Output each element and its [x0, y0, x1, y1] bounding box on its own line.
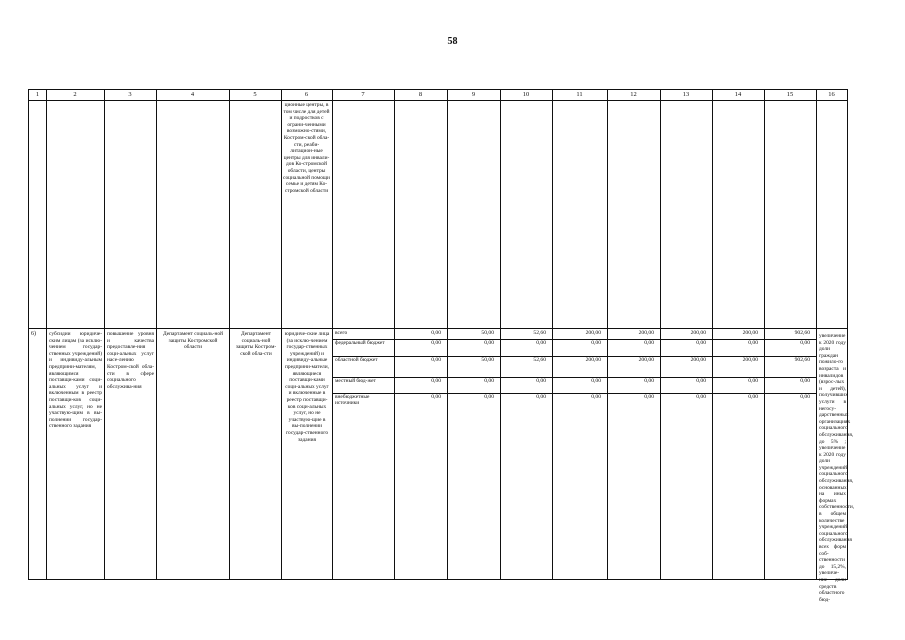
col-border: [229, 90, 230, 579]
col16-indicators: увеличение к 2020 году доли граждан пожило-го возраста и инвалидов (взрос-лых и детей), получивших услуги в негосу-дарственных организациях социального обслуживания, до 5% ; увеличение к 2020 году доли учреждений социального обслуживания, основанных на иных формах собственности, в общем количестве учреждений социального обслуживания всех форм соб-ственности до 15,2%, увеличе-ние доли средств областного бюд-: [819, 333, 855, 603]
amount-cell: 0,00: [591, 340, 601, 346]
amount-cell: 200,00: [638, 357, 654, 363]
amount-cell: 200,00: [638, 330, 654, 336]
amount-cell: 0,00: [536, 394, 546, 400]
header-cell: 1: [35, 91, 40, 98]
amount-cell: 200,00: [742, 330, 758, 336]
amount-cell: 50,00: [481, 330, 494, 336]
col-border: [816, 90, 817, 579]
amount-cell: 0,00: [536, 340, 546, 346]
source-label: всего: [335, 330, 348, 336]
header-cell: 16: [828, 91, 835, 98]
col-border: [46, 90, 47, 579]
amount-cell: 0,00: [484, 378, 494, 384]
amount-cell: 0,00: [431, 357, 441, 363]
col-border: [156, 90, 157, 579]
header-cell: 7: [361, 91, 365, 98]
header-cell: 2: [73, 91, 77, 98]
page-number: 58: [447, 36, 458, 47]
header-cell: 3: [128, 91, 132, 98]
program-table: [28, 89, 855, 603]
header-cell: 9: [471, 91, 476, 98]
amount-cell: 0,00: [431, 378, 441, 384]
col-border: [104, 90, 105, 579]
header-border: [29, 100, 847, 101]
header-cell: 12: [630, 91, 637, 98]
col6-continued-text: ционные центры, в том числе для детей и подростков с ограни-ченными возможно-стями, Костром-ской обла-сти, реаби-литацион-ные центры для инвали-дов Ко-стромской области, центры социальной помощи семье и детям Ко-стромской области: [283, 102, 330, 194]
header-cell: 13: [682, 91, 690, 98]
amount-cell: 0,00: [800, 340, 810, 346]
amount-cell: 0,00: [431, 340, 441, 346]
source-label: областной бюджет: [335, 357, 378, 363]
amount-cell: 0,00: [484, 394, 494, 400]
amount-cell: 52,60: [533, 330, 546, 336]
amount-cell: 0,00: [644, 394, 654, 400]
amount-cell: 902,60: [794, 357, 810, 363]
header-cell: 5: [253, 91, 257, 98]
amount-cell: 200,00: [585, 357, 601, 363]
col-border: [332, 90, 333, 579]
amount-cell: 0,00: [800, 394, 810, 400]
header-cell: 6: [304, 91, 309, 98]
col4-executor: Департамент социаль-ной защиты Костромской области: [163, 331, 223, 351]
header-cell: 15: [786, 91, 794, 98]
amount-cell: 0,00: [696, 340, 706, 346]
source-label: местный бюд-жет: [335, 378, 376, 384]
amount-cell: 0,00: [644, 378, 654, 384]
amount-cell: 52,60: [533, 357, 546, 363]
amount-cell: 0,00: [748, 378, 758, 384]
source-label: федеральный бюджет: [335, 340, 385, 346]
header-cell: 10: [522, 91, 530, 98]
amount-cell: 0,00: [431, 394, 441, 400]
amount-cell: 200,00: [585, 330, 601, 336]
amount-cell: 0,00: [748, 394, 758, 400]
header-cell: 11: [576, 91, 583, 98]
amount-cell: 50,00: [481, 357, 494, 363]
col2-measure: субсидии юридиче-ским лицам (за исклю-чением государ-ственных учреждений) и индивиду-альным предприни-мателям, являющимся поставщи-ками соци-альных услуг и включенным в реестр поставщи-ков соци-альных услуг, но не участвую-щим в вы-полнении государ-ственного задания: [49, 331, 102, 430]
amount-cell: 0,00: [748, 340, 758, 346]
amount-cell: 0,00: [591, 394, 601, 400]
col6-recipients: юридиче-ские лица (за исклю-чением государ-ственных учреждений) и индивиду-альные предприни-матели, являющиеся поставщи-ками соци-альных услуг и включенные в реестр поставщи-ков соци-альных услуг, но не участвую-щие в вы-полнении государ-ственного задания: [284, 331, 330, 443]
row-number: 6): [31, 331, 36, 337]
row-border: [29, 328, 847, 329]
header-cell: 14: [734, 91, 742, 98]
amount-cell: 0,00: [644, 340, 654, 346]
col5-coexecutor: Департамент социаль-ной защиты Костром-ской обла-сти: [235, 331, 277, 357]
amount-cell: 0,00: [696, 378, 706, 384]
col-border: [281, 90, 282, 579]
amount-cell: 0,00: [484, 340, 494, 346]
source-label: внебюджетные источники: [335, 394, 370, 407]
amount-cell: 200,00: [742, 357, 758, 363]
amount-cell: 0,00: [696, 394, 706, 400]
amount-cell: 0,00: [431, 330, 441, 336]
header-cell: 4: [190, 91, 195, 98]
header-cell: 8: [418, 91, 423, 98]
amount-cell: 200,00: [690, 330, 706, 336]
amount-cell: 0,00: [536, 378, 546, 384]
col3-goal: повышение уровня и качества предоставле-ния соци-альных услуг насе-лению Костром-ской обла-сти в сфере социального обслужива-ния: [107, 331, 154, 390]
amount-cell: 902,60: [794, 330, 810, 336]
amount-cell: 200,00: [690, 357, 706, 363]
amount-cell: 0,00: [800, 378, 810, 384]
amount-cell: 0,00: [591, 378, 601, 384]
